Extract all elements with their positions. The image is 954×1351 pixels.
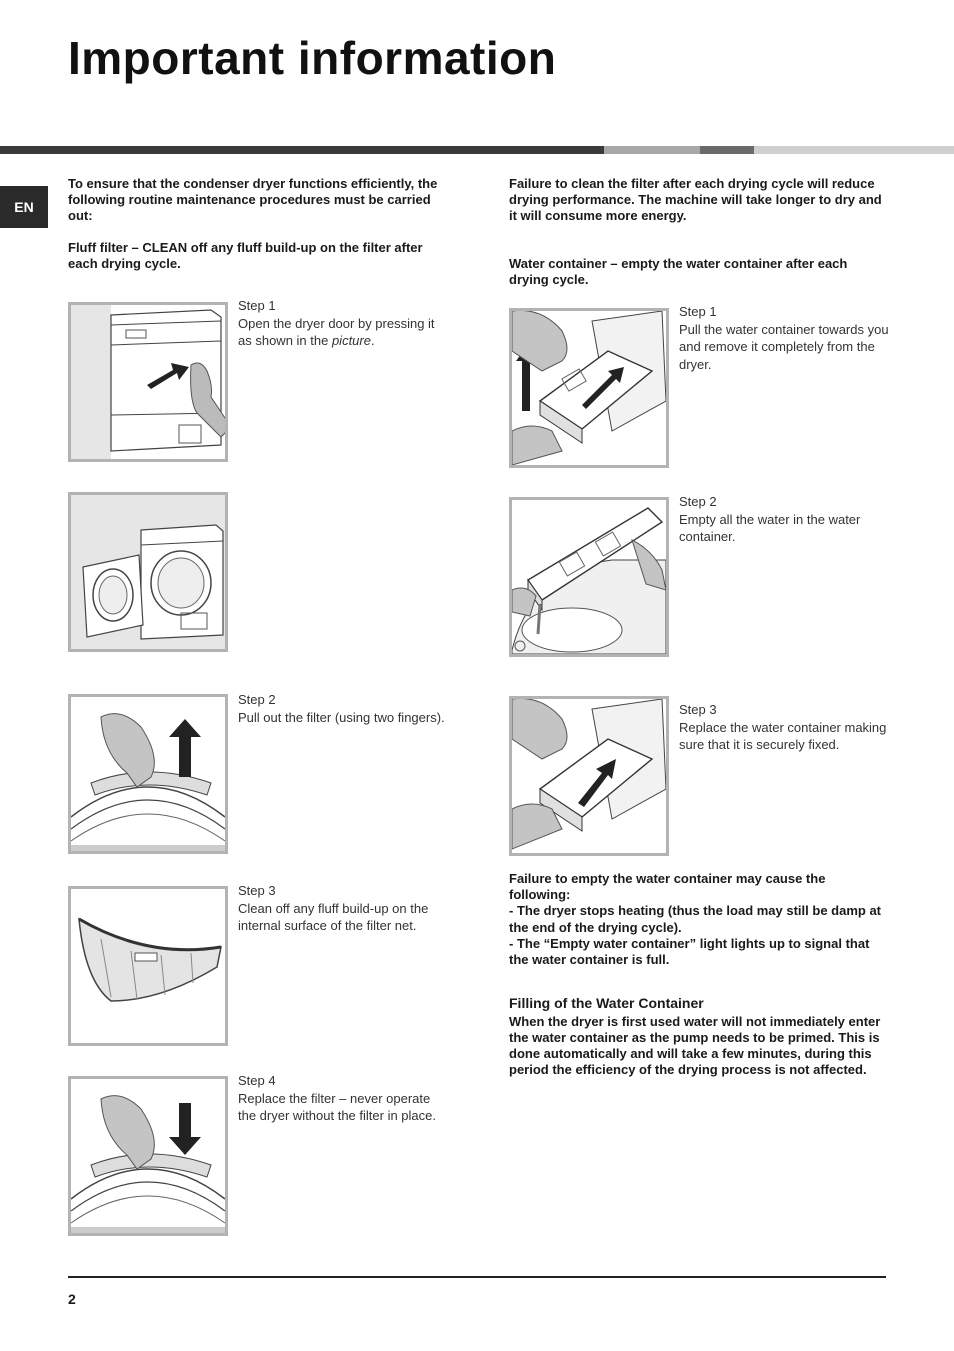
footer-rule — [68, 1276, 886, 1278]
header-rule-segment — [700, 146, 754, 154]
header-rule — [0, 146, 604, 154]
step-text: Clean off any fluff build-up on the internal surface of the filter net. — [238, 900, 429, 933]
illustration-empty-water — [509, 497, 669, 657]
step-text: Pull the water container towards you and remove it completely from the dryer. — [679, 321, 889, 372]
step-label: Step 3 — [238, 883, 276, 898]
water-step-2 — [679, 493, 889, 546]
filter-step-3 — [238, 882, 448, 935]
step-text: Replace the water container making sure that it is securely fixed. — [679, 719, 887, 752]
filter-warning-paragraph: Failure to clean the filter after each drying cycle will reduce drying performance. The machine will take longer to dry and it will consume more energy. — [509, 176, 882, 223]
failure-to-empty-block — [509, 871, 887, 968]
failure-intro: Failure to empty the water container may cause the following: — [509, 871, 826, 903]
step-label: Step 1 — [679, 304, 717, 319]
failure-item: - The dryer stops heating (thus the load may still be damp at the end of the drying cycle). — [509, 903, 882, 935]
illustration-pull-filter — [68, 694, 228, 854]
step-text: Empty all the water in the water container. — [679, 511, 861, 544]
water-step-1 — [679, 303, 889, 373]
step-text: Open the dryer door by pressing it as shown in the picture. — [238, 315, 435, 348]
language-tab: EN — [0, 186, 48, 228]
header-rule-segment — [604, 146, 700, 154]
step-text: Replace the filter – never operate the dryer without the filter in place. — [238, 1090, 436, 1123]
step-label: Step 3 — [679, 702, 717, 717]
illustration-press-door — [68, 302, 228, 462]
illustration-filter-net — [68, 886, 228, 1046]
water-container-heading: Water container – empty the water container after each drying cycle. — [509, 256, 848, 287]
filter-step-2 — [238, 691, 448, 726]
intro-paragraph: To ensure that the condenser dryer functions efficiently, the following routine maintenance procedures must be carried out: — [68, 176, 438, 223]
water-step-3 — [679, 701, 889, 754]
step-text-emphasis: picture — [331, 333, 371, 348]
page-title: Important information — [68, 32, 557, 84]
step-label: Step 4 — [238, 1073, 276, 1088]
illustration-door-open — [68, 492, 228, 652]
step-text: Pull out the filter (using two fingers). — [238, 709, 445, 725]
filter-step-4 — [238, 1072, 448, 1125]
filling-paragraph: When the dryer is first used water will not immediately enter the water container as the pump needs to be primed. This is done automatically and will take a few minutes, during this period the efficiency of the drying process is not affected. — [509, 1014, 881, 1077]
filling-heading: Filling of the Water Container — [509, 995, 704, 1011]
failure-item: - The “Empty water container” light lights up to signal that the water container is full. — [509, 935, 870, 968]
step-label: Step 2 — [238, 692, 276, 707]
header-rule-segment — [754, 146, 954, 154]
page-number: 2 — [68, 1291, 76, 1307]
fluff-filter-heading: Fluff filter – CLEAN off any fluff build-up on the filter after each drying cycle. — [68, 240, 423, 271]
illustration-replace-container — [509, 696, 669, 856]
illustration-replace-filter — [68, 1076, 228, 1236]
step-label: Step 2 — [679, 494, 717, 509]
step-label: Step 1 — [238, 298, 276, 313]
illustration-pull-container — [509, 308, 669, 468]
filter-step-1 — [238, 297, 448, 350]
